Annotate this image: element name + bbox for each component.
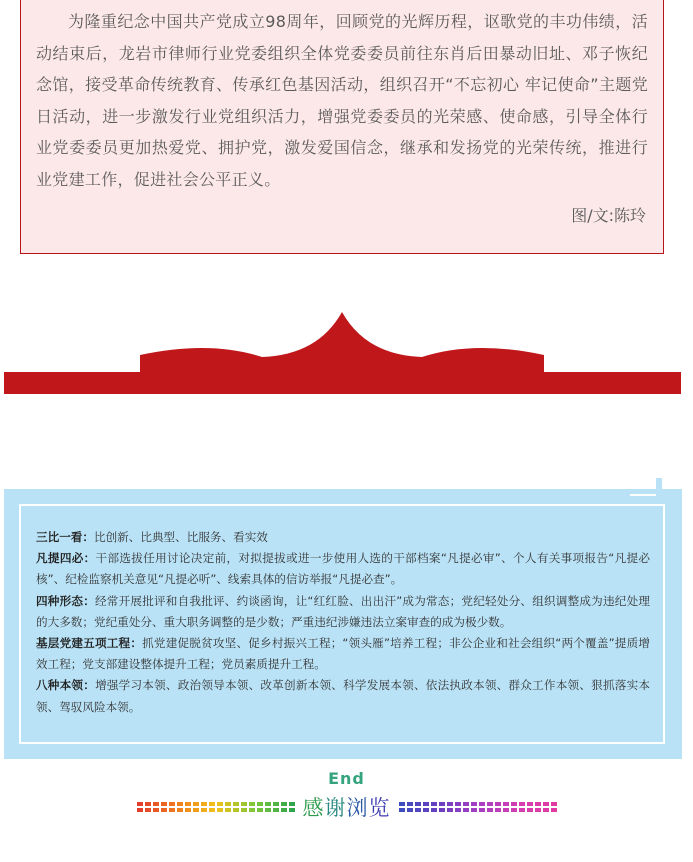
- end-label: End: [328, 769, 365, 788]
- article-card: [20, 0, 664, 254]
- corner-notch: [656, 478, 662, 496]
- rainbow-dash-right: [399, 802, 557, 812]
- term-desc: 干部选拔任用讨论决定前，对拟提拔或进一步使用人选的干部档案“凡提必审”、个人有关事项报告“凡提必核”、纪检监察机关意见“凡提必听”、线索具体的信访举报“凡提必查”。: [36, 551, 650, 587]
- term-desc: 比创新、比典型、比服务、看实效: [93, 530, 268, 544]
- red-wave-divider: [0, 300, 693, 400]
- term-item: [36, 675, 650, 717]
- article-credit: 图/文:陈玲: [571, 206, 646, 225]
- term-desc: 经常开展批评和自我批评、约谈函询，让“红红脸、出出汗”成为常态；党纪轻处分、组织调整成为违纪处理的大多数；党纪重处分、重大职务调整的是少数；严重违纪涉嫌违法立案审查的成为极少数。: [36, 593, 650, 629]
- party-terms-list: [36, 527, 650, 718]
- term-title: 基层党建五项工程：: [36, 636, 143, 651]
- party-terms-frame: [19, 504, 665, 744]
- thanks-char: 浏: [346, 796, 369, 820]
- term-title: 四种形态：: [36, 593, 95, 608]
- term-item: [36, 591, 650, 633]
- thanks-char: 感: [302, 796, 325, 820]
- wave-shape: [4, 312, 681, 394]
- term-desc: 抓党建促脱贫攻坚、促乡村振兴工程；“领头雁”培养工程；非公企业和社会组织“两个覆盖”提质增效工程；党支部建设整体提升工程；党员素质提升工程。: [36, 636, 650, 672]
- term-desc: 增强学习本领、政治领导本领、改革创新本领、科学发展本领、依法执政本领、群众工作本领、狠抓落实本领、驾驭风险本领。: [36, 678, 650, 714]
- thanks-char: 览: [368, 796, 391, 820]
- term-item: [36, 633, 650, 675]
- thanks-char: 谢: [324, 796, 347, 820]
- term-item: [36, 548, 650, 590]
- rainbow-dash-left: [137, 802, 295, 812]
- term-item: [36, 527, 650, 548]
- thanks-for-reading: [303, 792, 391, 822]
- article-paragraph: 为隆重纪念中国共产党成立98周年，回顾党的光辉历程，讴歌党的丰功伟绩，活动结束后，龙岩市律师行业党委组织全体党委委员前往东肖后田暴动旧址、邓子恢纪念馆，接受革命传统教育、传承红色基因活动，组织召开“不忘初心 牢记使命”主题党日活动，进一步激发行业党组织活力，增强党委委员的光荣感、使命感，引导全体行业党委委员更加热爱党、拥护党，激发爱国信念，继承和发扬党的光荣传统，推进行业党建工作，促进社会公平正义。: [36, 12, 648, 189]
- thanks-row: [0, 793, 693, 821]
- term-title: 凡提四必：: [36, 551, 96, 566]
- term-title: 三比一看：: [36, 530, 94, 544]
- party-terms-box: [4, 489, 682, 759]
- term-title: 八种本领：: [36, 678, 96, 693]
